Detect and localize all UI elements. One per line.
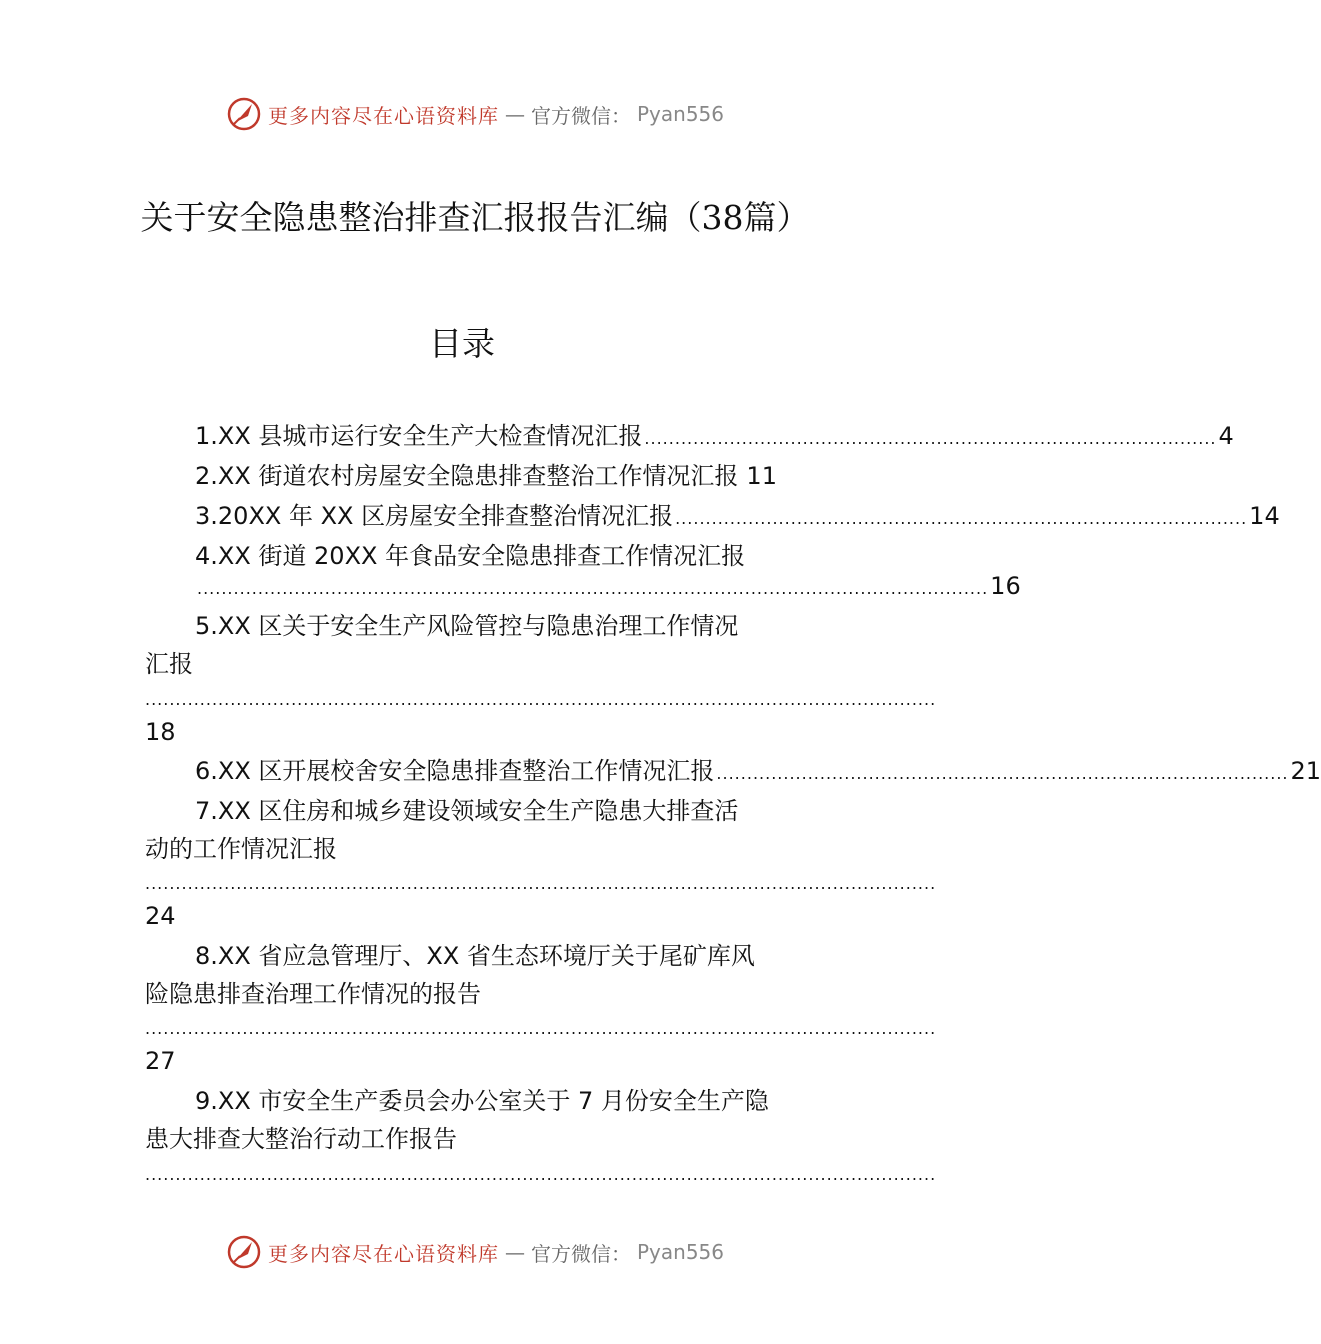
watermark-contact-id: Pyan556 — [636, 1240, 724, 1264]
toc-entry-page: 11 — [746, 462, 777, 490]
toc-entry-title: 1.XX 县城市运行安全生产大检查情况汇报 — [195, 422, 643, 450]
toc-entry[interactable] — [195, 458, 810, 494]
toc-entry-title: 6.XX 区开展校舍安全隐患排查整治工作情况汇报 — [195, 757, 715, 785]
toc-entry-continuation — [195, 568, 1021, 607]
quill-logo-icon — [226, 1234, 262, 1270]
toc-entry[interactable] — [195, 498, 1280, 537]
toc-entry-page: 24 — [145, 902, 176, 930]
toc-leader-dots: .................................................................................................................................. — [145, 690, 937, 709]
toc-entry-title: 2.XX 街道农村房屋安全隐患排查整治工作情况汇报 — [195, 462, 739, 490]
toc-entry-title[interactable]: 9.XX 市安全生产委员会办公室关于 7 月份安全生产隐 — [195, 1087, 769, 1115]
toc-entry-title-cont: 汇报 — [145, 650, 193, 678]
toc-leader-dots: .................................................................................................................................. — [145, 1165, 937, 1184]
watermark-banner-bottom — [0, 1232, 950, 1272]
toc-entry-title-cont: 患大排查大整治行动工作报告 — [145, 1125, 457, 1153]
toc-entry[interactable] — [195, 753, 1321, 792]
watermark-separator: — — [504, 1240, 525, 1264]
toc-entry-page: 14 — [1249, 502, 1280, 530]
toc-leader-dots: .................................................................................................................................. — [145, 1019, 937, 1038]
toc-heading: 目录 — [429, 324, 495, 363]
toc-entry-page: 4 — [1218, 422, 1234, 450]
toc-entry-title: 3.20XX 年 XX 区房屋安全排查整治情况汇报 — [195, 502, 674, 530]
toc-entry-title-cont: 险隐患排查治理工作情况的报告 — [145, 980, 481, 1008]
document-title: 关于安全隐患整治排查汇报报告汇编（38篇） — [140, 198, 810, 237]
watermark-separator: — — [504, 102, 525, 126]
toc-entry-page: 18 — [145, 718, 176, 746]
toc-entry[interactable] — [195, 418, 1234, 457]
watermark-text: 更多内容尽在心语资料库 — [267, 103, 499, 128]
watermark-text: 更多内容尽在心语资料库 — [267, 1241, 499, 1266]
toc-entry-page: 27 — [145, 1047, 176, 1075]
watermark-contact-id: Pyan556 — [636, 102, 724, 126]
toc-entry-title[interactable]: 5.XX 区关于安全生产风险管控与隐患治理工作情况 — [195, 612, 739, 640]
toc-entry-title[interactable]: 4.XX 街道 20XX 年食品安全隐患排查工作情况汇报 — [195, 542, 746, 570]
toc-entry-title[interactable]: 7.XX 区住房和城乡建设领域安全生产隐患大排查活 — [195, 797, 739, 825]
toc-entry-page: 16 — [990, 572, 1021, 600]
toc-leader-dots: .............................................................................................. — [716, 764, 1289, 783]
toc-entry-title[interactable]: 8.XX 省应急管理厅、XX 省生态环境厅关于尾矿库风 — [195, 942, 755, 970]
toc-leader-dots: .................................................................................................................................. — [197, 579, 989, 598]
quill-logo-icon — [226, 96, 262, 132]
watermark-contact-label: 官方微信： — [530, 103, 631, 128]
toc-leader-dots: .............................................................................................. — [675, 509, 1248, 528]
toc-leader-dots: .............................................................................................. — [644, 429, 1217, 448]
watermark-contact-label: 官方微信： — [530, 1241, 631, 1266]
watermark-banner-top — [0, 94, 950, 134]
toc-entry-title-cont: 动的工作情况汇报 — [145, 835, 337, 863]
toc-leader-dots: .................................................................................................................................. — [145, 874, 937, 893]
toc-entry-page: 21 — [1290, 757, 1321, 785]
